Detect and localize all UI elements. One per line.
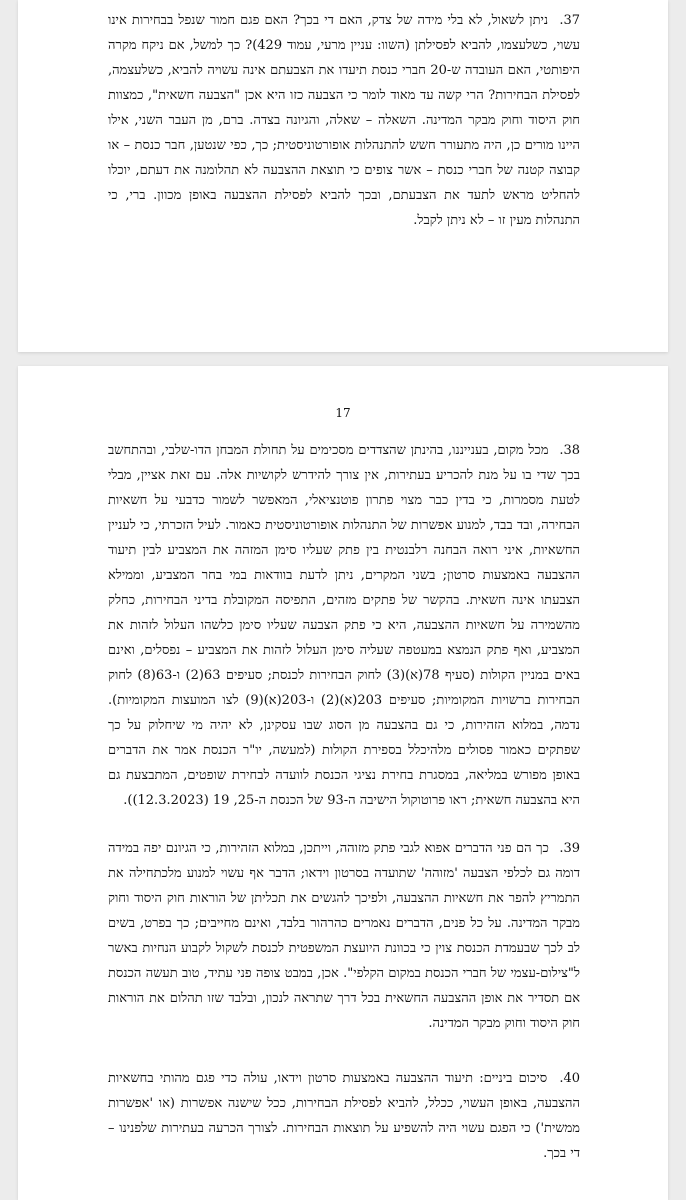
paragraph-text: מכל מקום, בענייננו, בהינתן שהצדדים מסכימים על תחולת המבחן הדו-שלבי, ובהתחשב בכך שדי בו על מנת להכריע בעתירות, אין צורך להידרש לקושיות אלה. עם זאת אציין, מבלי לטעת מסמרות, כי בדין כבר מצוי פתרון פוטנציאלי, המאפשר לשמור כדבעי על חשאיות הבחירה, ובד בבד, למנוע אפשרות של התנהלות אופורטוניסטית כאמור. לעיל הזכרתי, כי לעניין החשאיות, איני רואה הבחנה רלבנטית בין פתק שעליו סימן המזהה את המצביע לבין תיעוד ההצבעה באמצעות סרטון; בשני המקרים, ניתן לדעת בוודאות במי בחר המצביע, וממילא הצבעתו אינה חשאית. בהקשר של פתקים מזהים, התפיסה המקובלת בדיני הבחירות, כחלק מהשמירה על חשאיות ההצבעה, היא כי פתק הצבעה שעליו סימן כלשהו העלול לזהות את המצביע, ואף פתק הנמצא במעטפה שעליה סימן העלול לזהות את המצביע – נפסלים, ואינם באים במניין הקולות (סעיף 78(א)(3) לחוק הבחירות לכנסת; סעיפים 63(2) ו-63(8) לחוק הבחירות ברשויות המקומיות; סעיפים 203(א)(2) ו-203(א)(9) לצו המועצות המקומיות). נדמה, במלוא הזהירות, כי גם בהצבעה מן הסוג שבו עסקינן, לא יהיה מי שיחלוק על כך שפתקים כאמור פסולים מלהיכלל בספירת הקולות (למעשה, יו"ר הכנסת אמר את הדברים באופן מפורש במליאה, במסגרת בחירת נציגי הכנסת לוועדה לבחירת שופטים, המתבצעת גם היא בהצבעה חשאית; ראו פרוטוקול הישיבה ה-93 של הכנסת ה-25, 19 (12.3.2023)). — [108, 443, 581, 808]
paragraph-40 — [108, 1066, 580, 1166]
page-number: 17 — [335, 406, 351, 420]
paragraph-number: 40. — [559, 1071, 581, 1086]
paragraph-39 — [108, 836, 580, 1036]
paragraph-38 — [108, 438, 580, 813]
paragraph-text: כך הם פני הדברים אפוא לגבי פתק מזוהה, וייתכן, במלוא הזהירות, כי הגיונם יפה במידה דומה גם לכלפי הצבעה 'מזוהה' שתועדה בסרטון וידאו; הדבר אף עשוי למנוע מלכתחילה את התמריץ להפר את חשאיות ההצבעה, ולפיכך להגשים את תכליתן של הוראות חוק היסוד וחוק מבקר המדינה. על כל פנים, הדברים נאמרים כהרהור בלבד, ואינם מחייבים; כך בפרט, בשים לב לכך שבעמדת הכנסת צוין כי בכוונת היועצת המשפטית לכנסת לשקול לקבוע הנחיות באשר ל"צילום-עצמי של חברי הכנסת במקום הקלפי". אכן, במבט צופה פני עתיד, טוב תעשה הכנסת אם תסדיר את אופן ההצבעה החשאית בכל דרך שתראה לנכון, ובלבד שזו תהלום את הוראות חוק היסוד וחוק מבקר המדינה. — [108, 841, 580, 1031]
paragraph-number: 39. — [559, 841, 580, 856]
document-page-bottom — [18, 366, 668, 1200]
paragraph-number: 37. — [559, 13, 581, 28]
paragraph-number: 38. — [559, 443, 580, 458]
document-page-top — [18, 0, 668, 352]
paragraph-text: ניתן לשאול, לא בלי מידה של צדק, האם די בכך? האם פגם חמור שנפל בבחירות אינו עשוי, כשלעצמו, להביא לפסילתן (השוו: עניין מרעי, עמוד 429)? כך למשל, אם ניקח מקרה היפותטי, האם העובדה ש-20 חברי כנסת תיעדו את הצבעתם אינה עשויה להביא, כשלעצמה, לפסילת הבחירות? הרי קשה עד מאוד לומר כי הצבעה כזו היא אכן "הצבעה חשאית", כמצוות חוק היסוד וחוק מבקר המדינה. השאלה – שאלה, והגיונה בצדה. ברם, מן העבר השני, אילו היינו מורים כן, היה מתעורר חשש להתנהלות אופורטוניסטית; כך, כפי שנטען, חבר כנסת – או קבוצה קטנה של חברי כנסת – אשר צופים כי תוצאת ההצבעה לא תהלומנה את דעתם, יוכלו להחליט מראש לתעד את הצבעתם, ובכך להביא לפסילת ההצבעה באופן מכוון. ברי, כי התנהלות מעין זו – לא ניתן לקבל. — [108, 13, 581, 228]
paragraph-37 — [108, 8, 580, 233]
paragraph-text: סיכום ביניים: תיעוד ההצבעה באמצעות סרטון וידאו, עולה כדי פגם מהותי בחשאיות ההצבעה, באופן העשוי, ככלל, להביא לפסילת הבחירות, ככל שישנה אפשרות (או 'אפשרות ממשית') כי הפגם עשוי היה להשפיע על תוצאות הבחירות. לצורך הכרעה בעתירות שלפנינו – די בכך. — [108, 1071, 580, 1161]
